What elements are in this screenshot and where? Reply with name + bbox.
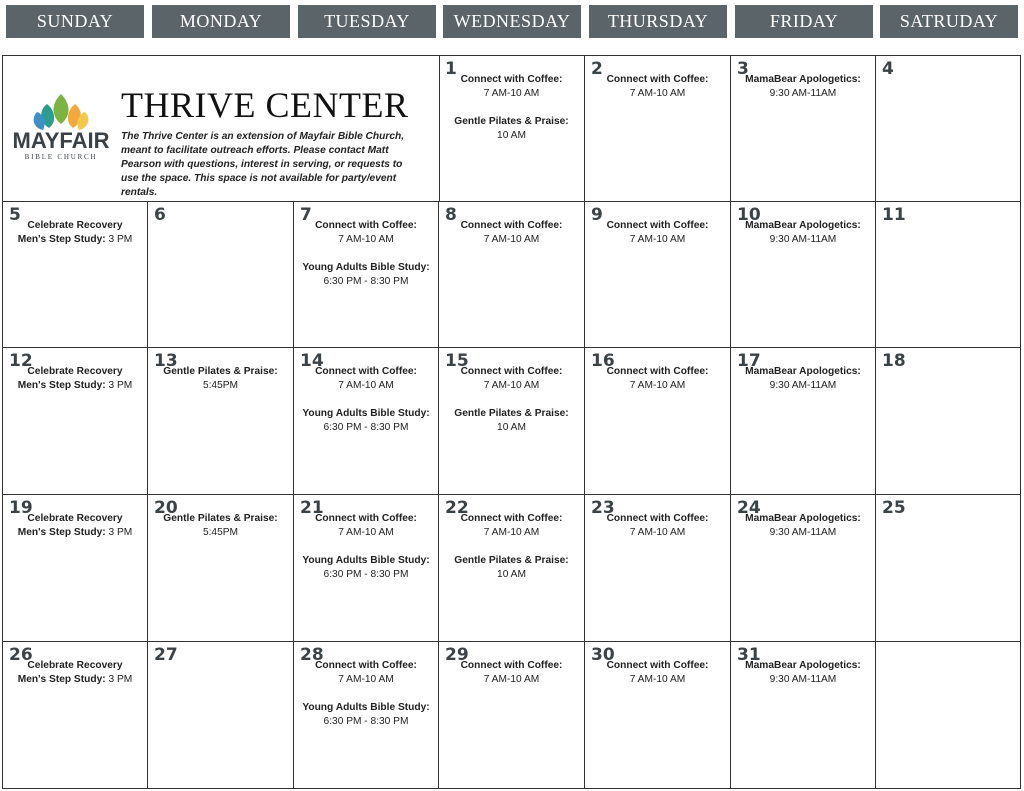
event-title: Connect with Coffee: [315,220,417,231]
event-title: Connect with Coffee: [606,660,709,671]
event-title: Gentle Pilates & Praise: [454,116,569,127]
day-cell [876,348,1020,495]
day-number: 1 [445,59,457,79]
logo-subtitle: BIBLE CHURCH [24,153,98,161]
event-time: 9:30 AM-11AM [769,88,837,99]
event-title: MamaBear Apologetics: [745,220,861,231]
weekday-header-row [0,0,1024,40]
event-time: 9:30 AM-11AM [769,380,837,391]
calendar-event [439,554,584,582]
calendar-event [294,554,438,582]
day-number: 9 [591,205,603,225]
event-time: 6:30 PM - 8:30 PM [323,569,409,580]
day-cell [439,642,585,788]
event-time-line [294,421,438,435]
day-cell [585,56,731,202]
event-time: 3 PM [108,234,133,245]
calendar-event [585,659,730,687]
day-number: 24 [737,498,761,518]
day-number: 2 [591,59,603,79]
day-number: 25 [882,498,906,518]
day-number: 4 [882,59,894,79]
day-cell [876,56,1020,202]
event-title: Celebrate Recovery [27,513,123,524]
day-events [294,659,438,743]
event-time: 7 AM-10 AM [483,674,540,685]
event-title: MamaBear Apologetics: [745,660,861,671]
weekday-header-sunday: SUNDAY [6,5,144,38]
event-time-line [294,379,438,393]
event-time: 3 PM [108,527,133,538]
event-title: Gentle Pilates & Praise: [163,366,278,377]
calendar-event [585,219,730,247]
day-cell [439,56,585,202]
day-number: 26 [9,645,33,665]
calendar-event [439,73,584,101]
event-subtitle: Men's Step Study: [17,527,106,538]
day-number: 10 [737,205,761,225]
day-number: 27 [154,645,178,665]
calendar-event [3,365,147,393]
event-time: 10 AM [497,422,526,433]
event-title: Gentle Pilates & Praise: [163,513,278,524]
day-cell [294,202,439,348]
event-time: 5:45PM [202,527,239,538]
calendar-event [294,659,438,687]
day-number: 11 [882,205,906,225]
event-time-line [585,673,730,687]
event-time-line [439,87,584,101]
day-number: 3 [737,59,749,79]
calendar-event [3,219,147,247]
day-number: 22 [445,498,469,518]
event-time-line [294,275,438,289]
day-cell [731,642,876,788]
event-title: Celebrate Recovery [27,220,123,231]
event-title: Connect with Coffee: [460,220,563,231]
day-number: 20 [154,498,178,518]
event-time-line [439,673,584,687]
event-time-line [585,233,730,247]
calendar-event [294,365,438,393]
event-time: 7 AM-10 AM [629,527,686,538]
event-time: 7 AM-10 AM [629,674,686,685]
event-time-line [731,233,875,247]
event-time-line [294,715,438,729]
event-time-line [731,379,875,393]
event-time-line [294,233,438,247]
day-number: 30 [591,645,615,665]
day-events [148,512,293,554]
event-time-line [439,233,584,247]
day-cell [294,495,439,642]
event-time-line [439,568,584,582]
day-number: 17 [737,351,761,371]
day-number: 23 [591,498,615,518]
logo-wordmark: MAYFAIR [12,128,110,153]
weekday-header-friday: FRIDAY [735,5,873,38]
event-time-line [439,526,584,540]
day-events [731,365,875,407]
calendar-event [731,365,875,393]
calendar-event [585,73,730,101]
day-events [294,219,438,303]
calendar-event [731,219,875,247]
event-time-line [439,379,584,393]
event-title: Young Adults Bible Study: [302,262,430,273]
event-subtitle: Men's Step Study: [17,234,106,245]
event-time: 7 AM-10 AM [483,380,540,391]
event-time: 10 AM [497,569,526,580]
calendar-event [3,512,147,540]
day-cell [3,642,148,788]
weekday-header-wednesday: WEDNESDAY [443,5,581,38]
event-subtitle: Men's Step Study: [17,674,106,685]
event-title: Celebrate Recovery [27,366,123,377]
day-cell [148,642,294,788]
event-title: Connect with Coffee: [460,660,563,671]
day-cell [876,495,1020,642]
event-time-line [439,421,584,435]
event-title: Connect with Coffee: [606,513,709,524]
calendar-event [731,73,875,101]
day-cell [585,642,731,788]
day-events [3,659,147,701]
day-events [731,512,875,554]
event-title: Connect with Coffee: [460,513,563,524]
day-number: 19 [9,498,33,518]
day-cell [294,348,439,495]
event-time: 9:30 AM-11AM [769,674,837,685]
day-events [731,73,875,115]
page-title: THRIVE CENTER [121,85,409,125]
day-events [294,512,438,596]
day-cell [439,202,585,348]
day-cell [876,642,1020,788]
event-time: 3 PM [108,380,133,391]
calendar-event [585,512,730,540]
calendar-event [439,659,584,687]
day-events [439,512,584,596]
event-title: MamaBear Apologetics: [745,74,861,85]
event-title: Young Adults Bible Study: [302,408,430,419]
event-time: 7 AM-10 AM [629,88,686,99]
event-time-line [731,526,875,540]
day-number: 14 [300,351,324,371]
calendar-event [439,115,584,143]
day-cell [731,348,876,495]
event-title: Connect with Coffee: [315,366,417,377]
event-time: 7 AM-10 AM [483,527,540,538]
day-number: 16 [591,351,615,371]
event-title: MamaBear Apologetics: [745,366,861,377]
event-title: Connect with Coffee: [606,74,709,85]
event-time: 7 AM-10 AM [483,234,540,245]
calendar-event [3,659,147,687]
event-time: 7 AM-10 AM [338,380,394,391]
event-title: Young Adults Bible Study: [302,555,430,566]
day-events [585,73,730,115]
calendar-grid [2,55,1021,789]
event-time-line [148,526,293,540]
calendar-event [294,512,438,540]
event-title: MamaBear Apologetics: [745,513,861,524]
day-number: 18 [882,351,906,371]
calendar-event [731,512,875,540]
event-time: 9:30 AM-11AM [769,234,837,245]
mayfair-logo [11,92,111,164]
day-number: 21 [300,498,324,518]
calendar-event [731,659,875,687]
day-cell [3,348,148,495]
event-time-line [3,673,147,687]
event-title: Gentle Pilates & Praise: [454,408,569,419]
day-events [585,365,730,407]
day-events [731,659,875,701]
day-events [439,365,584,449]
day-cell [3,495,148,642]
event-title: Connect with Coffee: [315,513,417,524]
calendar-event [439,365,584,393]
event-title: Connect with Coffee: [606,366,709,377]
day-events [585,512,730,554]
event-time-line [3,233,147,247]
day-cell [3,202,148,348]
event-title: Connect with Coffee: [315,660,417,671]
event-time: 7 AM-10 AM [629,380,686,391]
calendar-event [294,701,438,729]
event-time: 6:30 PM - 8:30 PM [323,716,409,727]
event-title: Celebrate Recovery [27,660,123,671]
event-time: 7 AM-10 AM [483,88,540,99]
day-number: 28 [300,645,324,665]
day-number: 7 [300,205,312,225]
calendar-event [148,512,293,540]
event-title: Connect with Coffee: [606,220,709,231]
calendar-event [439,407,584,435]
day-number: 5 [9,205,21,225]
day-number: 15 [445,351,469,371]
calendar-event [294,219,438,247]
event-time: 7 AM-10 AM [338,674,394,685]
day-events [585,659,730,701]
day-cell [439,348,585,495]
event-time-line [294,526,438,540]
event-time-line [585,87,730,101]
leaf-logo-icon [11,92,111,132]
event-time-line [585,379,730,393]
weekday-header-monday: MONDAY [152,5,290,38]
event-time: 10 AM [497,130,526,141]
intro-description: The Thrive Center is an extension of Mayfair Bible Church, meant to facilitate outreach efforts. Please contact Matt Pearson with questions, interest in serving, or requests to use the space. This space is not available for party/event rentals. [121,131,405,198]
day-number: 31 [737,645,761,665]
day-cell [585,495,731,642]
event-time: 7 AM-10 AM [338,527,394,538]
event-time-line [731,673,875,687]
event-time-line [585,526,730,540]
day-events [439,659,584,701]
event-time: 6:30 PM - 8:30 PM [323,422,409,433]
event-title: Young Adults Bible Study: [302,702,430,713]
event-time: 3 PM [108,674,133,685]
day-number: 29 [445,645,469,665]
event-title: Connect with Coffee: [460,366,563,377]
event-time-line [731,87,875,101]
weekday-header-saturday: SATRUDAY [880,5,1018,38]
event-time: 5:45PM [202,380,239,391]
day-events [148,365,293,407]
calendar-event [294,407,438,435]
calendar-event [148,365,293,393]
event-subtitle: Men's Step Study: [17,380,106,391]
day-events [3,512,147,554]
event-time: 7 AM-10 AM [338,234,394,245]
day-events [294,365,438,449]
event-time: 7 AM-10 AM [629,234,686,245]
day-events [439,73,584,157]
event-time-line [439,129,584,143]
day-cell [731,56,876,202]
day-number: 8 [445,205,457,225]
day-cell [148,348,294,495]
day-cell [148,202,294,348]
day-number: 6 [154,205,166,225]
event-title: Gentle Pilates & Praise: [454,555,569,566]
calendar-event [585,365,730,393]
event-title: Connect with Coffee: [460,74,563,85]
day-cell [585,348,731,495]
day-events [3,219,147,261]
day-events [731,219,875,261]
day-events [439,219,584,261]
event-time-line [294,568,438,582]
event-time: 6:30 PM - 8:30 PM [323,276,409,287]
day-events [3,365,147,407]
event-time-line [294,673,438,687]
intro-panel [3,56,440,202]
event-time: 9:30 AM-11AM [769,527,837,538]
day-cell [148,495,294,642]
calendar-event [439,219,584,247]
day-cell [876,202,1020,348]
calendar-event [439,512,584,540]
day-cell [439,495,585,642]
weekday-header-tuesday: TUESDAY [298,5,436,38]
day-cell [585,202,731,348]
day-number: 13 [154,351,178,371]
event-time-line [3,526,147,540]
calendar-event [294,261,438,289]
day-events [585,219,730,261]
event-time-line [148,379,293,393]
weekday-header-thursday: THURSDAY [589,5,727,38]
event-time-line [3,379,147,393]
day-number: 12 [9,351,33,371]
day-cell [731,495,876,642]
day-cell [731,202,876,348]
day-cell [294,642,439,788]
